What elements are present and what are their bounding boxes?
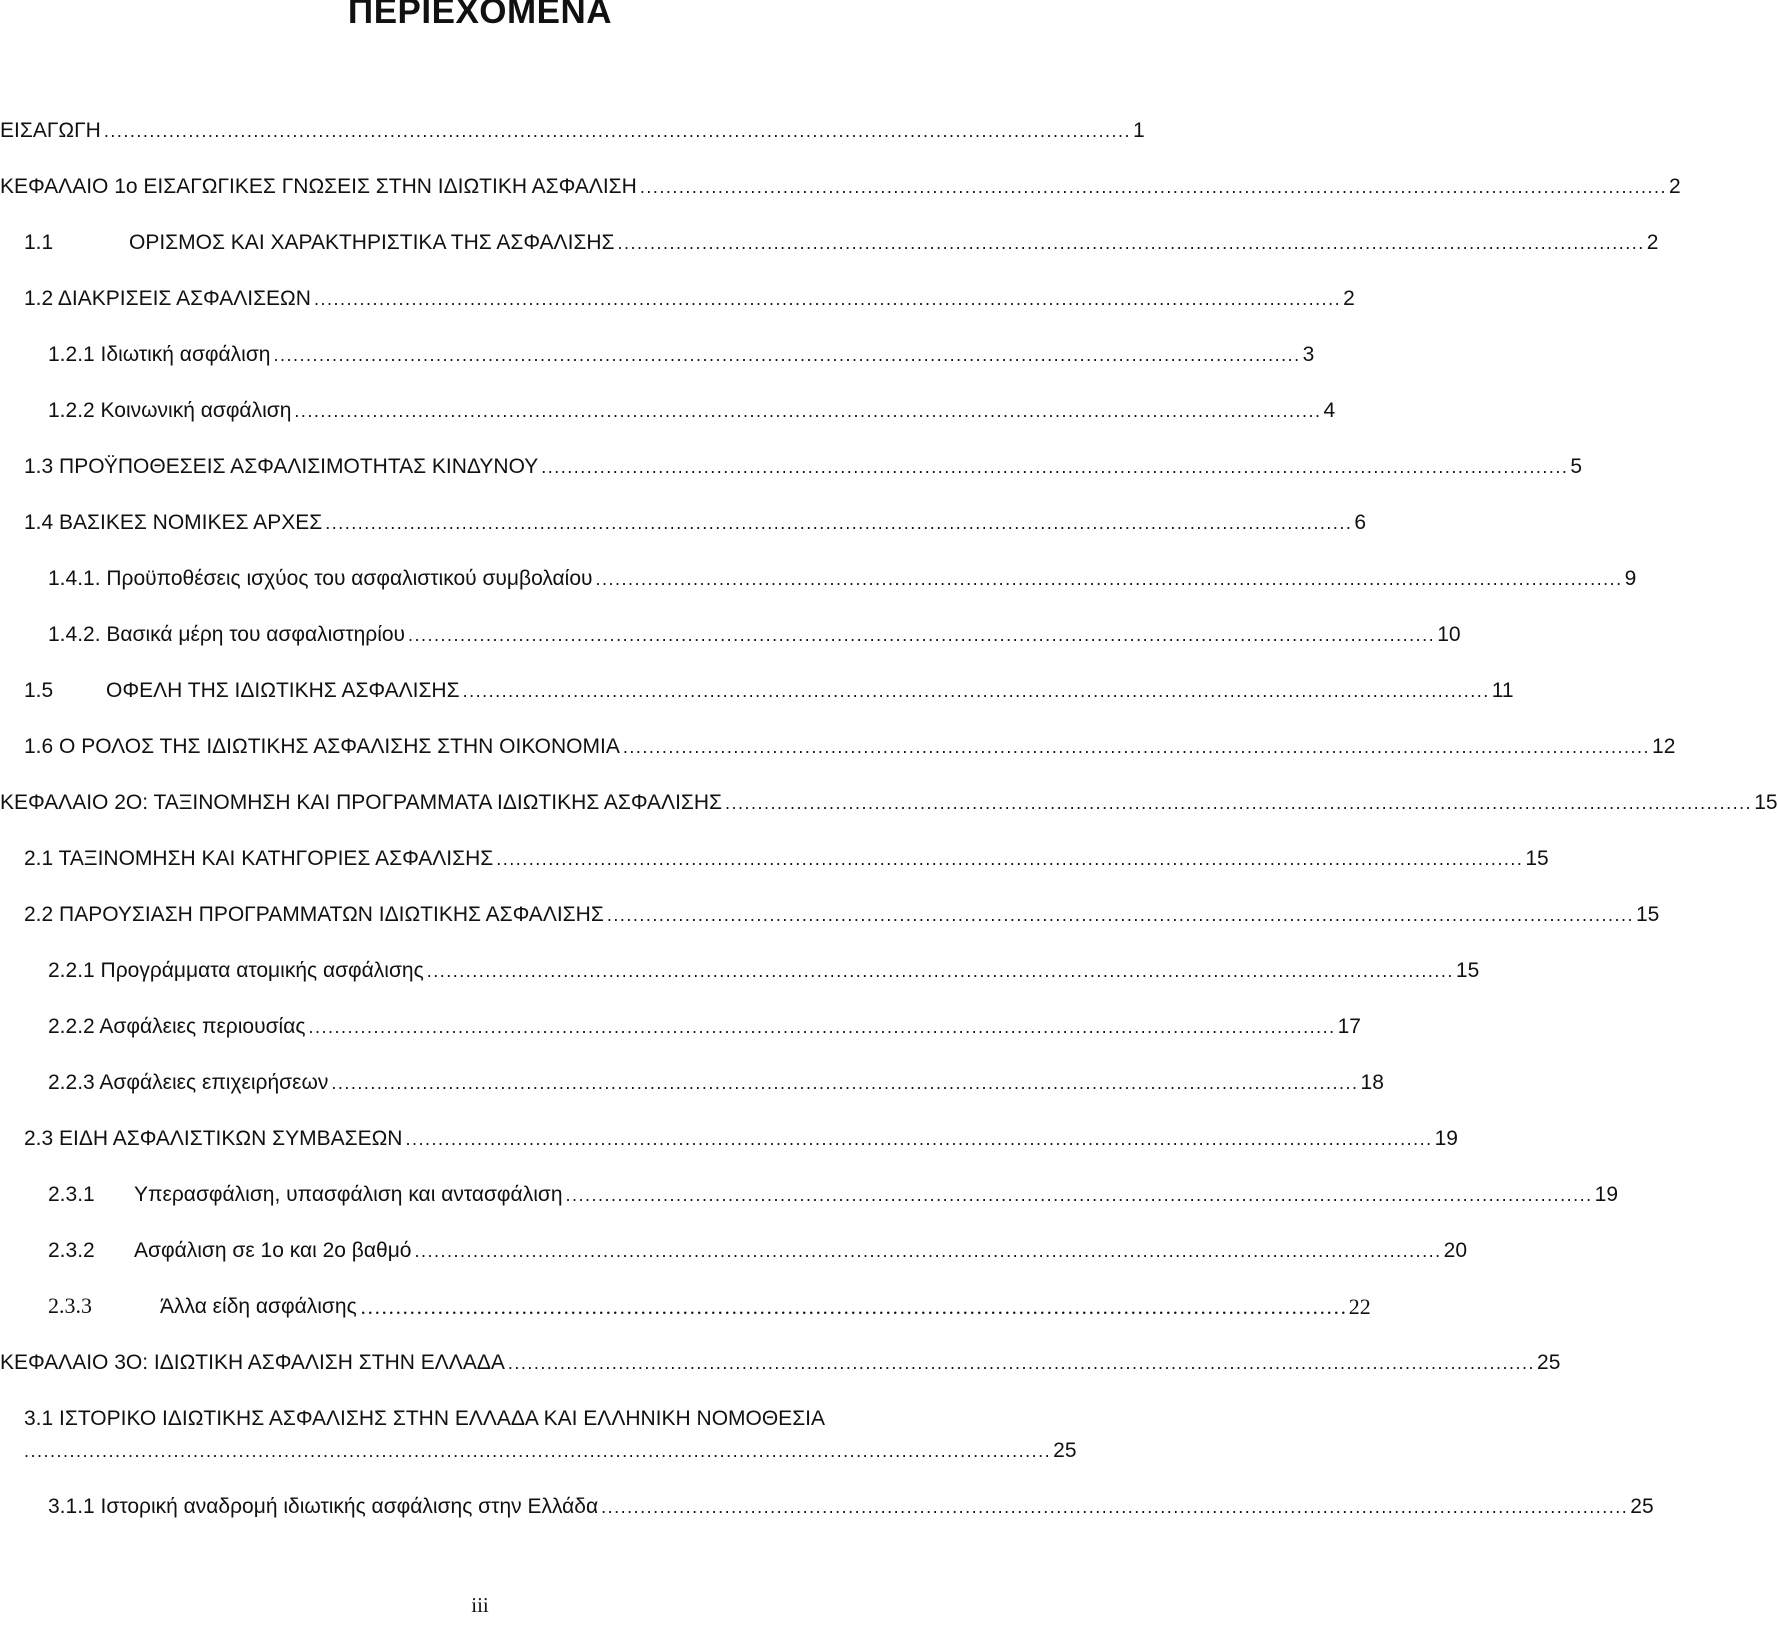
toc-entry-page: 19 — [1594, 1183, 1619, 1206]
toc-entry-page: 22 — [1348, 1294, 1371, 1319]
toc-entry-heading[interactable] — [24, 1402, 960, 1432]
toc-entry-page: 12 — [1652, 735, 1676, 758]
toc-entry[interactable]: 2.3.3 Άλλα είδη ασφάλισης …………………………………………………………………………………………………………………………… 22 — [48, 1293, 1371, 1319]
toc-entry-label: 2.1 ΤΑΞΙΝΟΜΗΣΗ ΚΑΙ ΚΑΤΗΓΟΡΙΕΣ ΑΣΦΑΛΙΣΗΣ — [24, 847, 494, 870]
toc-entry-page: 9 — [1624, 567, 1637, 590]
toc-entry-label: ΟΦΕΛΗ ΤΗΣ ΙΔΙΩΤΙΚΗΣ ΑΣΦΑΛΙΣΗΣ — [106, 679, 460, 702]
toc-entry-label: 1.2.1 Ιδιωτική ασφάλιση — [48, 343, 271, 366]
toc-entry-label: ΕΙΣΑΓΩΓΗ — [0, 119, 101, 142]
toc-entry-label: Ασφάλιση σε 1ο και 2ο βαθμό — [134, 1239, 412, 1262]
toc-entry[interactable]: 1.6 Ο ΡΟΛΟΣ ΤΗΣ ΙΔΙΩΤΙΚΗΣ ΑΣΦΑΛΙΣΗΣ ΣΤΗΝ ΟΙΚΟΝΟΜΙΑ .............................................................................................................................................................. 12 — [24, 735, 1676, 758]
toc-entry[interactable]: 2.2 ΠΑΡΟΥΣΙΑΣΗ ΠΡΟΓΡΑΜΜΑΤΩΝ ΙΔΙΩΤΙΚΗΣ ΑΣΦΑΛΙΣΗΣ .............................................................................................................................................................. 15 — [24, 903, 1660, 926]
toc-entry-page: 20 — [1443, 1239, 1467, 1262]
toc-entry-number: 2.3.1 — [48, 1183, 95, 1206]
toc-entry-page: 15 — [1525, 847, 1549, 870]
toc-entry-label: 1.4.1. Προϋποθέσεις ισχύος του ασφαλιστικού συμβολαίου — [48, 567, 593, 590]
toc-entry[interactable]: 2.1 ΤΑΞΙΝΟΜΗΣΗ ΚΑΙ ΚΑΤΗΓΟΡΙΕΣ ΑΣΦΑΛΙΣΗΣ .............................................................................................................................................................. 15 — [24, 847, 1549, 870]
toc-entry-label: 1.2.2 Κοινωνική ασφάλιση — [48, 399, 292, 422]
toc-entry-number: 2.3.3 — [48, 1293, 92, 1318]
toc-entry[interactable]: 1.2.1 Ιδιωτική ασφάλιση .............................................................................................................................................................. 3 — [48, 343, 1315, 366]
toc-entry-number: 1.5 — [24, 679, 54, 702]
toc-entry-label: 1.4.2. Βασικά μέρη του ασφαλιστηρίου — [48, 623, 406, 646]
toc-entry[interactable]: 1.2.2 Κοινωνική ασφάλιση .............................................................................................................................................................. 4 — [48, 399, 1336, 422]
toc-entry-label: 2.2 ΠΑΡΟΥΣΙΑΣΗ ΠΡΟΓΡΑΜΜΑΤΩΝ ΙΔΙΩΤΙΚΗΣ ΑΣΦΑΛΙΣΗΣ — [24, 903, 604, 926]
page-number: iii — [471, 1593, 489, 1617]
toc-entry[interactable]: 2.3.1 Υπερασφάλιση, υπασφάλιση και αντασφάλιση .............................................................................................................................................................. 19 — [48, 1183, 1619, 1206]
toc-entry-page: 1 — [1132, 119, 1145, 142]
toc-entry-label: ΚΕΦΑΛΑΙΟ 3Ο: ΙΔΙΩΤΙΚΗ ΑΣΦΑΛΙΣΗ ΣΤΗΝ ΕΛΛΑΔΑ — [0, 1351, 505, 1374]
toc-entry[interactable]: ΚΕΦΑΛΑΙΟ 1ο ΕΙΣΑΓΩΓΙΚΕΣ ΓΝΩΣΕΙΣ ΣΤΗΝ ΙΔΙΩΤΙΚΗ ΑΣΦΑΛΙΣΗ .............................................................................................................................................................. 2 — [0, 175, 1681, 198]
toc-entry-label: ΚΕΦΑΛΑΙΟ 2Ο: ΤΑΞΙΝΟΜΗΣΗ ΚΑΙ ΠΡΟΓΡΑΜΜΑΤΑ ΙΔΙΩΤΙΚΗΣ ΑΣΦΑΛΙΣΗΣ — [0, 791, 723, 814]
toc-entry-page: 2 — [1669, 175, 1681, 198]
toc-entry-continuation[interactable]: .............................................................................................................................................................. 25 — [24, 1439, 1077, 1462]
toc-entry-page: 15 — [1455, 959, 1480, 982]
toc-entry-label: 2.2.1 Προγράμματα ατομικής ασφάλισης — [48, 959, 424, 982]
toc-entry-page: 3 — [1302, 343, 1315, 366]
toc-entry-label: 1.2 ΔΙΑΚΡΙΣΕΙΣ ΑΣΦΑΛΙΣΕΩΝ — [24, 287, 311, 310]
toc-entry-number: 2.3.2 — [48, 1239, 95, 1262]
toc-entry-label: 1.3 ΠΡΟΫΠΟΘΕΣΕΙΣ ΑΣΦΑΛΙΣΙΜΟΤΗΤΑΣ ΚΙΝΔΥΝΟΥ — [24, 455, 539, 478]
toc-entry-label: 2.2.3 Ασφάλειες επιχειρήσεων — [48, 1071, 329, 1094]
toc-entry-page: 15 — [1635, 903, 1660, 926]
toc-entry[interactable]: ΚΕΦΑΛΑΙΟ 3Ο: ΙΔΙΩΤΙΚΗ ΑΣΦΑΛΙΣΗ ΣΤΗΝ ΕΛΛΑΔΑ .............................................................................................................................................................. 25 — [0, 1351, 1561, 1374]
toc-entry-page: 2 — [1646, 231, 1659, 254]
toc-entry-page: 6 — [1354, 511, 1367, 534]
toc-entry-page: 25 — [1537, 1351, 1561, 1374]
toc-entry-label: 3.1 ΙΣΤΟΡΙΚΟ ΙΔΙΩΤΙΚΗΣ ΑΣΦΑΛΙΣΗΣ ΣΤΗΝ ΕΛΛΑΔΑ ΚΑΙ ΕΛΛΗΝΙΚΗ ΝΟΜΟΘΕΣΙΑ — [24, 1407, 826, 1430]
toc-entry-label: Υπερασφάλιση, υπασφάλιση και αντασφάλιση — [134, 1183, 563, 1206]
toc-entry-page: 4 — [1323, 399, 1336, 422]
toc-entry[interactable]: 1.4.1. Προϋποθέσεις ισχύος του ασφαλιστικού συμβολαίου .............................................................................................................................................................. 9 — [48, 567, 1637, 590]
toc-entry[interactable]: 1.5 ΟΦΕΛΗ ΤΗΣ ΙΔΙΩΤΙΚΗΣ ΑΣΦΑΛΙΣΗΣ .............................................................................................................................................................. 11 — [24, 679, 1514, 702]
page-title: ΠΕΡΙΕΧΟΜΕΝΑ — [347, 0, 613, 31]
toc-entry-label: ΟΡΙΣΜΟΣ ΚΑΙ ΧΑΡΑΚΤΗΡΙΣΤΙΚΑ ΤΗΣ ΑΣΦΑΛΙΣΗΣ — [129, 231, 615, 254]
toc-entry-label: 3.1.1 Ιστορική αναδρομή ιδιωτικής ασφάλισης στην Ελλάδα — [48, 1495, 599, 1518]
toc-entry[interactable]: 3.1.1 Ιστορική αναδρομή ιδιωτικής ασφάλισης στην Ελλάδα .............................................................................................................................................................. 25 — [48, 1495, 1654, 1518]
toc-entry-label: 1.6 Ο ΡΟΛΟΣ ΤΗΣ ΙΔΙΩΤΙΚΗΣ ΑΣΦΑΛΙΣΗΣ ΣΤΗΝ ΟΙΚΟΝΟΜΙΑ — [24, 735, 620, 758]
toc-entry-label: ΚΕΦΑΛΑΙΟ 1ο ΕΙΣΑΓΩΓΙΚΕΣ ΓΝΩΣΕΙΣ ΣΤΗΝ ΙΔΙΩΤΙΚΗ ΑΣΦΑΛΙΣΗ — [0, 175, 637, 198]
toc-entry-label: 1.4 ΒΑΣΙΚΕΣ ΝΟΜΙΚΕΣ ΑΡΧΕΣ — [24, 511, 323, 534]
toc-entry-number: 1.1 — [24, 231, 54, 254]
toc-entry-page: 15 — [1754, 791, 1778, 814]
toc-entry-page: 18 — [1360, 1071, 1384, 1094]
toc-entry[interactable]: 1.2 ΔΙΑΚΡΙΣΕΙΣ ΑΣΦΑΛΙΣΕΩΝ .............................................................................................................................................................. 2 — [24, 287, 1355, 310]
toc-entry-page: 5 — [1570, 455, 1583, 478]
toc-entry-page: 17 — [1337, 1015, 1361, 1038]
toc-entry[interactable]: 1.3 ΠΡΟΫΠΟΘΕΣΕΙΣ ΑΣΦΑΛΙΣΙΜΟΤΗΤΑΣ ΚΙΝΔΥΝΟΥ .............................................................................................................................................................. 5 — [24, 455, 1583, 478]
toc-entry-page: 19 — [1434, 1127, 1458, 1150]
toc-entry[interactable]: 2.2.2 Ασφάλειες περιουσίας .............................................................................................................................................................. 17 — [48, 1015, 1361, 1038]
toc-entry[interactable]: ΕΙΣΑΓΩΓΗ .............................................................................................................................................................. 1 — [0, 119, 1145, 142]
toc-entry-label: Άλλα είδη ασφάλισης — [160, 1295, 357, 1318]
toc-entry-page: 11 — [1491, 679, 1514, 702]
toc-entry[interactable]: 1.1 ΟΡΙΣΜΟΣ ΚΑΙ ΧΑΡΑΚΤΗΡΙΣΤΙΚΑ ΤΗΣ ΑΣΦΑΛΙΣΗΣ .............................................................................................................................................................. 2 — [24, 231, 1659, 254]
toc-entry-page: 25 — [1053, 1439, 1077, 1462]
toc-entry[interactable]: 1.4.2. Βασικά μέρη του ασφαλιστηρίου .............................................................................................................................................................. 10 — [48, 623, 1461, 646]
toc-entry[interactable]: 2.2.3 Ασφάλειες επιχειρήσεων .............................................................................................................................................................. 18 — [48, 1071, 1384, 1094]
toc-entry[interactable]: 1.4 ΒΑΣΙΚΕΣ ΝΟΜΙΚΕΣ ΑΡΧΕΣ .............................................................................................................................................................. 6 — [24, 511, 1367, 534]
toc-entry[interactable]: 2.2.1 Προγράμματα ατομικής ασφάλισης .............................................................................................................................................................. 15 — [48, 959, 1480, 982]
toc-entry[interactable]: ΚΕΦΑΛΑΙΟ 2Ο: ΤΑΞΙΝΟΜΗΣΗ ΚΑΙ ΠΡΟΓΡΑΜΜΑΤΑ ΙΔΙΩΤΙΚΗΣ ΑΣΦΑΛΙΣΗΣ .............................................................................................................................................................. 15 — [0, 791, 1778, 814]
toc-entry-label: 2.3 ΕΙΔΗ ΑΣΦΑΛΙΣΤΙΚΩΝ ΣΥΜΒΑΣΕΩΝ — [24, 1127, 403, 1150]
toc-entry[interactable]: 2.3.2 Ασφάλιση σε 1ο και 2ο βαθμό .............................................................................................................................................................. 20 — [48, 1239, 1467, 1262]
toc-entry-page: 2 — [1343, 287, 1355, 310]
toc-entry-page: 25 — [1630, 1495, 1654, 1518]
toc-entry-page: 10 — [1437, 623, 1461, 646]
toc-entry-label: 2.2.2 Ασφάλειες περιουσίας — [48, 1015, 306, 1038]
toc-entry[interactable]: 2.3 ΕΙΔΗ ΑΣΦΑΛΙΣΤΙΚΩΝ ΣΥΜΒΑΣΕΩΝ .............................................................................................................................................................. 19 — [24, 1127, 1458, 1150]
